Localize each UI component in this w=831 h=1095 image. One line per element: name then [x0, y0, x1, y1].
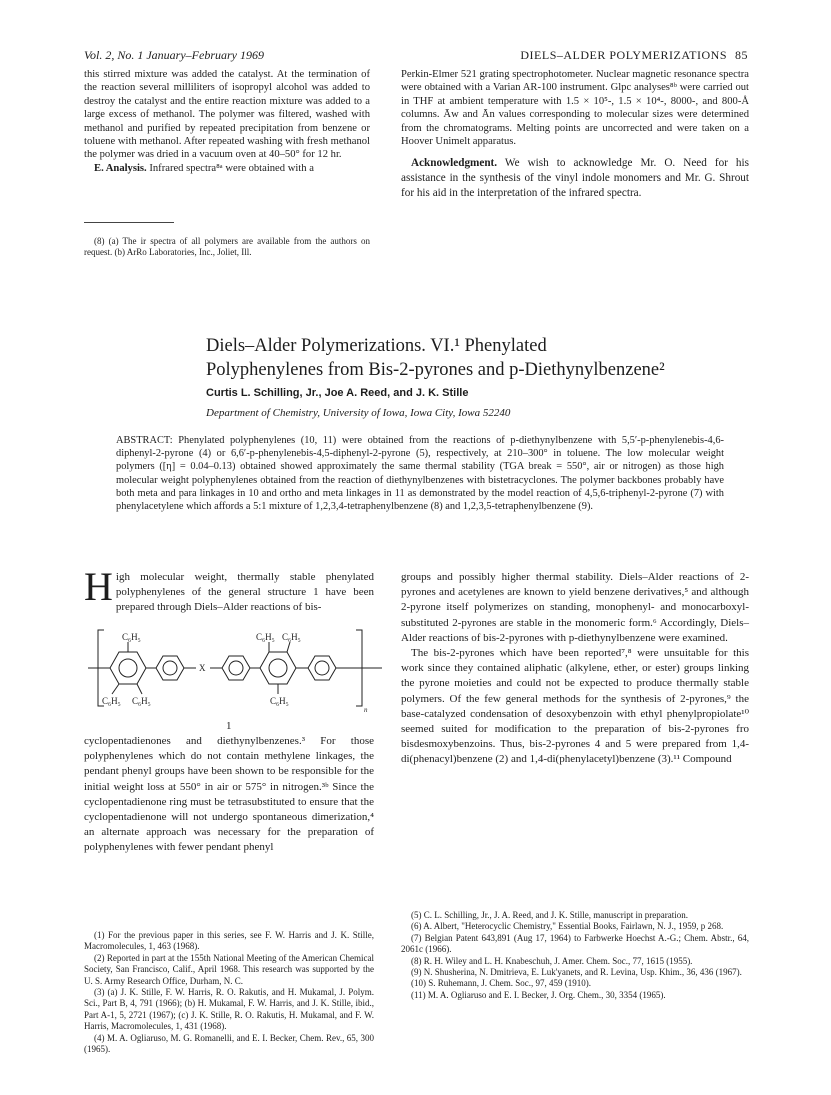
- body-right-column: [401, 570, 749, 768]
- top-left-column: [84, 68, 370, 175]
- ring-4: [260, 652, 296, 684]
- footnote-10: (10) S. Ruhemann, J. Chem. Soc., 97, 459 (1910).: [411, 978, 591, 989]
- body-right-paragraph-2: The bis-2-pyrones which have been reported⁷,⁸ were unsuitable for this work since they contained aliphatic (alkylene, ether, or ester) groups linking the pyrone moieties and could not be expected to produce thermally stable polymers. Of the few general methods for the synthesis of 2-pyrones,⁹ the base-catalyzed condensation of desoxybenzoin with ethyl phenylpropiolate¹⁰ seemed suited for modification to the preparation of bis-2-pyrones fro bisdesmoxybenzoins. Thus, bis-2-pyrones 4 and 5 were prepared from 1,4-di(phenacyl)benzene (2) and 1,4-di(phenylacetyl)benzene (3).¹¹ Compound: [401, 647, 749, 766]
- footnote-4: (4) M. A. Ogliaruso, M. G. Romanelli, and E. I. Becker, Chem. Rev., 65, 300 (1965).: [84, 1032, 374, 1055]
- affiliation: Department of Chemistry, University of Iowa, Iowa City, Iowa 52240: [206, 407, 511, 419]
- footnote-rule: [84, 222, 174, 223]
- drop-cap: H: [84, 564, 113, 609]
- acknowledgment-paragraph: [401, 156, 749, 201]
- phenyl-label-6: C₆H₅: [270, 696, 289, 706]
- intro-text: igh molecular weight, thermally stable phenylated polyphenylenes of the general structure 1 have been prepared through Diels–Alder reactions of bis-: [115, 571, 374, 614]
- authors: Curtis L. Schilling, Jr., Joe A. Reed, and J. K. Stille: [206, 387, 469, 399]
- running-title: DIELS–ALDER POLYMERIZATIONS: [520, 48, 727, 62]
- phenyl-label-4: C₆H₅: [102, 696, 121, 706]
- structure-1-diagram: [82, 618, 390, 716]
- article-title: [206, 334, 766, 382]
- compound-number: 1: [226, 720, 232, 732]
- footnote-1: (1) For the previous paper in this series, see F. W. Harris and J. K. Stille, Macromolecules, 1, 463 (1968).: [84, 930, 374, 952]
- phenyl-label-3: C₆H₅: [282, 632, 301, 642]
- linker-x-label: X: [199, 663, 206, 673]
- ring-1: [110, 652, 146, 684]
- top-right-column: [401, 68, 749, 201]
- analysis-label: E. Analysis.: [94, 162, 147, 174]
- footnote-8-text: (8) (a) The ir spectra of all polymers are available from the authors on request. (b) ArRo Laboratories, Inc., Joliet, Ill.: [84, 236, 370, 258]
- footnote-11: (11) M. A. Ogliaruso and E. I. Becker, J. Org. Chem., 30, 3354 (1965).: [411, 989, 666, 1000]
- footnote-8: [84, 236, 370, 259]
- footnote-7: (7) Belgian Patent 643,891 (Aug 17, 1964) to Farbwerke Hoechst A.-G.; Chem. Abstr., 64, 2061c (1966).: [401, 932, 749, 955]
- running-header: [492, 48, 748, 63]
- footnote-6: (6) A. Albert, "Heterocyclic Chemistry," Essential Books, Fairlawn, N. J., 1959, p 268.: [411, 921, 724, 932]
- phenyl-label-5: C₆H₅: [132, 696, 151, 706]
- phenyl-label-2: C₆H₅: [256, 632, 275, 642]
- article-title-line1: Diels–Alder Polymerizations. VI.¹ Phenylated: [206, 336, 547, 356]
- experimental-paragraph: this stirred mixture was added the catalyst. At the termination of the reaction several milliliters of isopropyl alcohol was added to destroy the catalyst and the entire reaction mixture was added to a large excess of methanol. The polymer was filtered, washed with methanol and purified by repeated precipitation from benzene or toluene with methanol. After repeated washing with fresh methanol the polymer was dried in a vacuum oven at 40–50° for 12 hr.: [84, 69, 370, 161]
- journal-issue: Vol. 2, No. 1 January–February 1969: [84, 48, 264, 62]
- body-right-paragraph-1: groups and possibly higher thermal stability. Diels–Alder reactions of 2-pyrones and acetylenes are known to yield benzene derivatives,⁵ and although 2-pyrone itself polymerizes on standing, monophenyl- and monocarboxyl-substituted 2-pyrones are stable in the monomeric form.⁶ Accordingly, Diels–Alder reactions of bis-2-pyrones with p-diethynylbenzene were examined.: [401, 571, 749, 644]
- body-left-continued-text: cyclopentadienones and diethynylbenzenes.³ For those polyphenylenes which do not contain methylene linkages, the pendant phenyl groups have been shown to be responsible for the initial weight loss at 550° in air or 575° in nitrogen.³ᵇ Since the cyclopentadienone ring must be tetrasubstituted to ensure that the cyclopentadienone will not undergo spontaneous dimerization,⁴ an alternate approach was necessary for the preparation of polyphenylenes with fewer pendant phenyl: [84, 735, 374, 854]
- abstract-label: ABSTRACT:: [116, 435, 173, 446]
- footnote-2: (2) Reported in part at the 155th National Meeting of the American Chemical Society, San Francisco, Calif., April 1968. This research was supported by the U. S. Army Research Office, Durham, N. C.: [84, 952, 374, 986]
- analysis-paragraph: [84, 162, 370, 175]
- phenyl-label-1: C₆H₅: [122, 632, 141, 642]
- footnote-8-ref: (8) R. H. Wiley and L. H. Knabeschuh, J. Amer. Chem. Soc., 77, 1615 (1955).: [411, 955, 693, 966]
- intro-paragraph: [84, 564, 374, 616]
- footnote-5: (5) C. L. Schilling, Jr., J. A. Reed, and J. K. Stille, manuscript in preparation.: [411, 910, 688, 920]
- footnotes-right: [401, 910, 749, 1001]
- instrument-paragraph: Perkin-Elmer 521 grating spectrophotometer. Nuclear magnetic resonance spectra were obtained with a Varian AR-100 instrument. Glpc analyses⁸ᵇ were carried out in THF at ambient temperature with 1.5 × 10⁵-, 1.5 × 10⁴-, 8000-, and 800-Å columns. Āw and Ān values corresponding to molecular sizes were determined from the chromatograms. Melting points are uncorrected and were taken on a Hoover Unimelt apparatus.: [401, 69, 749, 148]
- acknowledgment-text: We wish to acknowledge Mr. O. Need for his assistance in the synthesis of the vinyl indole monomers and Mr. G. Shrout for his aid in the interpretation of the infrared spectra.: [401, 157, 749, 200]
- repeat-n-label: n: [364, 706, 368, 714]
- ring-3: [222, 656, 250, 680]
- ring-5: [308, 656, 336, 680]
- footnote-3: (3) (a) J. K. Stille, F. W. Harris, R. O. Rakutis, and H. Mukamal, J. Polym. Sci., Part B, 4, 791 (1966); (b) H. Mukamal, F. W. Harris, and J. K. Stille, ibid., Part A-1, 5, 2721 (1967); (c) J. K. Stille, R. O. Rakutis, H. Mukamal, and F. W. Harris, Macromolecules, 1, 431 (1968).: [84, 987, 374, 1032]
- article-title-line2: Polyphenylenes from Bis-2-pyrones and p-Diethynylbenzene²: [206, 360, 665, 380]
- abstract-text: Phenylated polyphenylenes (10, 11) were obtained from the reactions of p-diethynylbenzene with 5,5′-p-phenylenebis-4,6-diphenyl-2-pyrone (4) or 6,6′-p-phenylenebis-4,5-diphenyl-2-pyrone (5), respectively, at 210–300° in toluene. The low molecular weight polymers ([η] = 0.04–0.13) obtained showed approximately the same thermal stability (TGA break = 550°, air or nitrogen) as those high molecular weight polyphenylenes obtained from the reaction of diethynylbenzenes with bistetracyclones. The polymer backbones probably have both meta and para linkages in 10 and ortho and meta linkages in 11 as demonstrated by the model reaction of 4,5,6-triphenyl-2-pyrone (7) with phenylacetylene which affords a 5:1 mixture of 1,2,3,4-tetraphenylbenzene (8) and 1,2,3,5-tetraphenylbenzene (9).: [116, 435, 724, 513]
- body-left-continued: [84, 734, 374, 856]
- analysis-text: Infrared spectra⁸ᵃ were obtained with a: [149, 162, 314, 174]
- page-number: 85: [735, 48, 748, 62]
- acknowledgment-label: Acknowledgment.: [411, 157, 498, 170]
- abstract: [116, 434, 724, 513]
- footnote-9: (9) N. Shusherina, N. Dmitrieva, E. Luk'yanets, and R. Levina, Usp. Khim., 36, 436 (1967).: [411, 967, 742, 978]
- footnotes-left: [84, 930, 374, 1055]
- ring-2: [156, 656, 184, 680]
